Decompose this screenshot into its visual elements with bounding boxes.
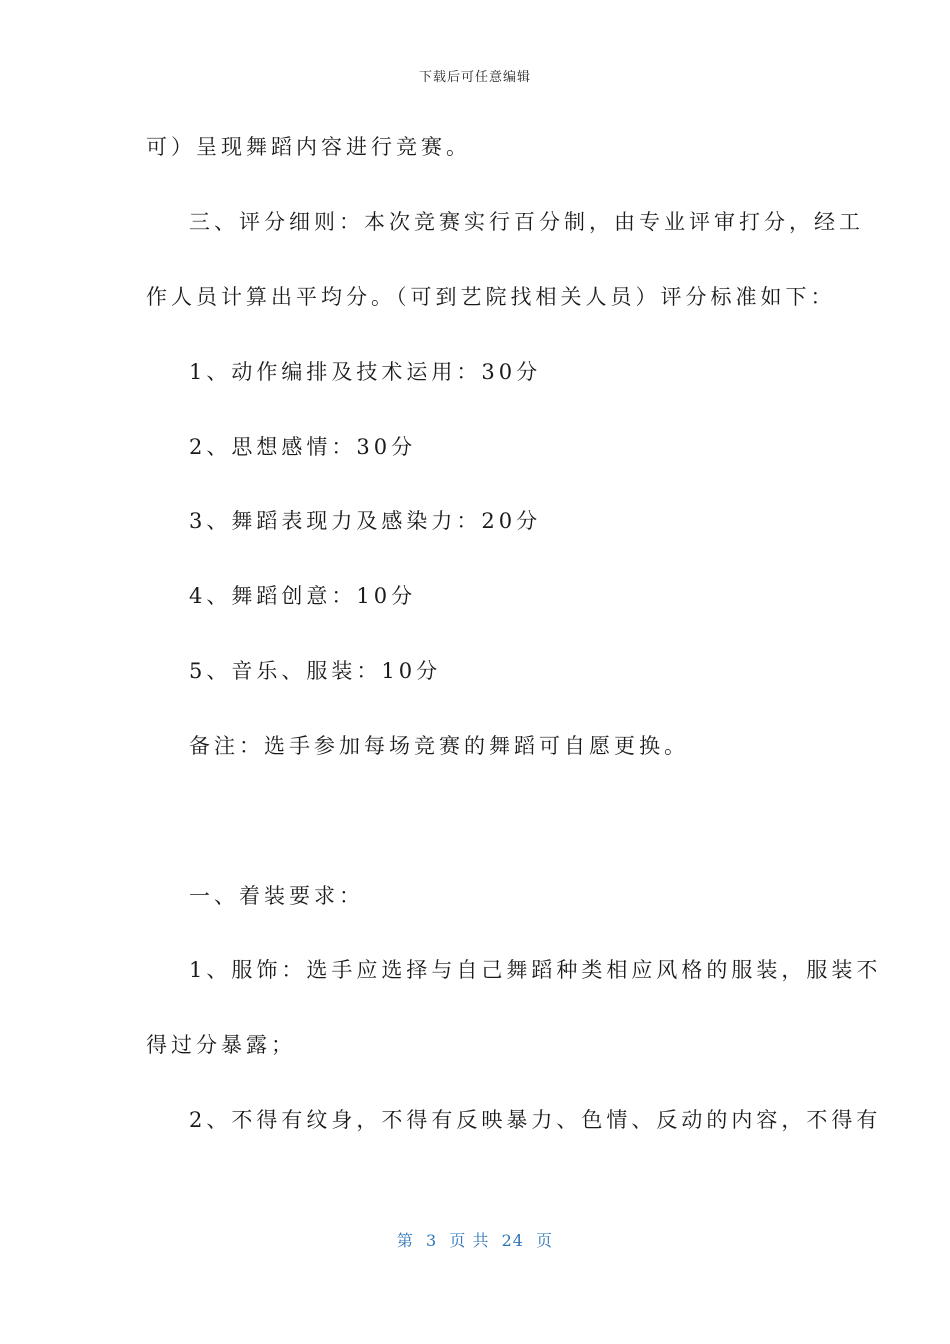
body-line: 2、不得有纹身，不得有反映暴力、色情、反动的内容，不得有 — [189, 1108, 882, 1132]
body-line: 1、服饰：选手应选择与自己舞蹈种类相应风格的服装，服装不 — [189, 958, 882, 982]
page-number-footer: 第 3 页 共 24 页 — [396, 1231, 554, 1250]
body-line: 可）呈现舞蹈内容进行竞赛。 — [146, 135, 471, 159]
body-line: 作人员计算出平均分。（可到艺院找相关人员）评分标准如下： — [146, 285, 836, 309]
body-line: 1、动作编排及技术运用：30分 — [189, 360, 542, 384]
header-note: 下载后可任意编辑 — [418, 70, 531, 85]
body-line: 得过分暴露； — [146, 1033, 296, 1057]
body-line: 备注：选手参加每场竞赛的舞蹈可自愿更换。 — [189, 734, 689, 758]
body-line: 2、思想感情：30分 — [189, 435, 417, 459]
body-line: 3、舞蹈表现力及感染力：20分 — [189, 509, 542, 533]
section-heading: 一、着装要求： — [189, 884, 364, 908]
body-line: 三、评分细则：本次竞赛实行百分制，由专业评审打分，经工 — [189, 210, 864, 234]
body-line: 4、舞蹈创意：10分 — [189, 584, 417, 608]
body-line: 5、音乐、服装：10分 — [189, 659, 442, 683]
